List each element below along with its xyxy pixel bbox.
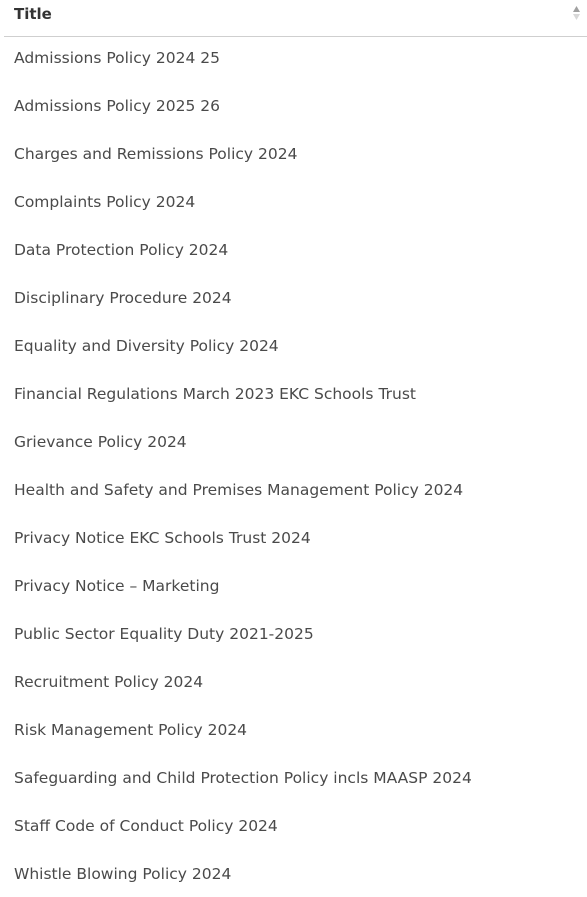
document-link[interactable]: Admissions Policy 2025 26 bbox=[14, 97, 220, 115]
document-link[interactable]: Admissions Policy 2024 25 bbox=[14, 49, 220, 67]
document-link[interactable]: Health and Safety and Premises Management Policy 2024 bbox=[14, 481, 464, 499]
title-column-label: Title bbox=[14, 5, 52, 23]
table-row bbox=[4, 95, 587, 143]
document-link[interactable]: Recruitment Policy 2024 bbox=[14, 673, 204, 691]
table-row bbox=[4, 431, 587, 479]
table-row bbox=[4, 239, 587, 287]
table-row bbox=[4, 815, 587, 863]
document-link[interactable]: Grievance Policy 2024 bbox=[14, 433, 187, 451]
sort-arrows-icon[interactable] bbox=[572, 5, 581, 21]
document-link[interactable]: Staff Code of Conduct Policy 2024 bbox=[14, 817, 278, 835]
document-link[interactable]: Charges and Remissions Policy 2024 bbox=[14, 145, 298, 163]
table-row bbox=[4, 335, 587, 383]
table-row bbox=[4, 47, 587, 95]
table-row bbox=[4, 479, 587, 527]
documents-table bbox=[4, 0, 587, 897]
table-row bbox=[4, 287, 587, 335]
table-row bbox=[4, 143, 587, 191]
document-link[interactable]: Privacy Notice EKC Schools Trust 2024 bbox=[14, 529, 311, 547]
document-link[interactable]: Whistle Blowing Policy 2024 bbox=[14, 865, 232, 883]
table-row bbox=[4, 383, 587, 431]
document-link[interactable]: Disciplinary Procedure 2024 bbox=[14, 289, 232, 307]
table-row bbox=[4, 767, 587, 815]
table-row bbox=[4, 575, 587, 623]
table-row bbox=[4, 863, 587, 897]
table-row bbox=[4, 527, 587, 575]
document-link[interactable]: Risk Management Policy 2024 bbox=[14, 721, 248, 739]
table-body bbox=[4, 37, 587, 897]
document-link[interactable]: Financial Regulations March 2023 EKC Schools Trust bbox=[14, 385, 416, 403]
document-link[interactable]: Data Protection Policy 2024 bbox=[14, 241, 229, 259]
document-link[interactable]: Public Sector Equality Duty 2021-2025 bbox=[14, 625, 314, 643]
table-row bbox=[4, 719, 587, 767]
document-link[interactable]: Equality and Diversity Policy 2024 bbox=[14, 337, 279, 355]
title-column-header[interactable] bbox=[4, 0, 587, 37]
table-row bbox=[4, 623, 587, 671]
document-link[interactable]: Privacy Notice – Marketing bbox=[14, 577, 220, 595]
table-row bbox=[4, 671, 587, 719]
table-row bbox=[4, 191, 587, 239]
document-link[interactable]: Safeguarding and Child Protection Policy incls MAASP 2024 bbox=[14, 769, 472, 787]
document-link[interactable]: Complaints Policy 2024 bbox=[14, 193, 196, 211]
